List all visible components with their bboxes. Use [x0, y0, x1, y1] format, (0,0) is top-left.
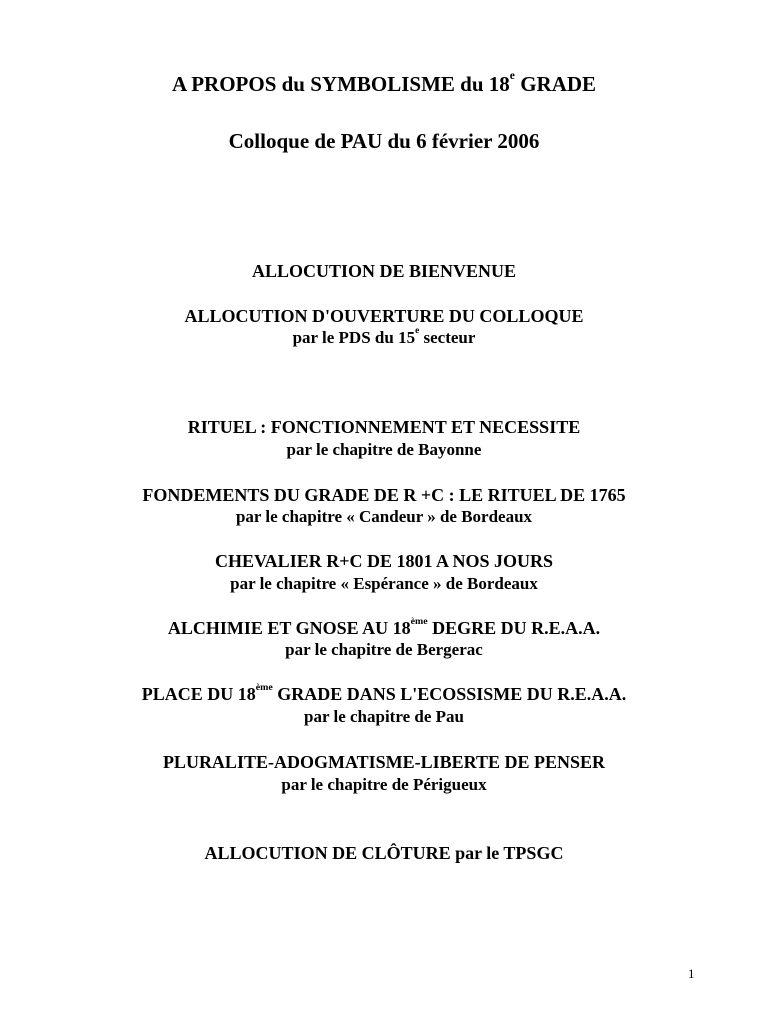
ritual-speaker: par le chapitre de Bayonne	[286, 440, 482, 459]
place-speaker: par le chapitre de Pau	[304, 707, 464, 726]
opening-speaker	[0, 325, 768, 347]
ritual-heading: RITUEL : FONCTIONNEMENT ET NECESSITE	[187, 417, 581, 437]
welcome-heading: ALLOCUTION DE BIENVENUE	[251, 261, 517, 281]
knight-heading: CHEVALIER R+C DE 1801 A NOS JOURS	[215, 551, 553, 571]
place-heading-text: PLACE DU 18	[141, 684, 256, 704]
page-number: 1	[688, 966, 695, 981]
knight-speaker: par le chapitre « Espérance » de Bordeaux	[230, 574, 538, 593]
foundations-heading: FONDEMENTS DU GRADE DE R +C : LE RITUEL DE 1765	[142, 485, 626, 505]
colloquium-subtitle: Colloque de PAU du 6 février 2006	[228, 129, 540, 153]
document-title-superscript: e	[509, 70, 515, 83]
opening-speaker-suffix: secteur	[419, 328, 476, 347]
opening-speaker-superscript: e	[415, 325, 420, 336]
alchemy-heading-superscript: ème	[410, 615, 428, 627]
opening-heading: ALLOCUTION D'OUVERTURE DU COLLOQUE	[184, 306, 584, 326]
plurality-heading: PLURALITE-ADOGMATISME-LIBERTE DE PENSER	[162, 752, 606, 772]
document-title	[0, 70, 768, 96]
alchemy-speaker: par le chapitre de Bergerac	[285, 640, 483, 659]
place-heading-superscript: ème	[255, 681, 273, 693]
document-title-suffix: GRADE	[514, 72, 597, 96]
alchemy-heading-suffix: DEGRE DU R.E.A.A.	[427, 618, 601, 638]
opening-speaker-text: par le PDS du 15	[292, 328, 416, 347]
place-heading	[0, 681, 768, 704]
place-heading-suffix: GRADE DANS L'ECOSSISME DU R.E.A.A.	[272, 684, 627, 704]
foundations-speaker: par le chapitre « Candeur » de Bordeaux	[235, 507, 533, 526]
closing-heading: ALLOCUTION DE CLÔTURE par le TPSGC	[204, 843, 564, 863]
document-title-text: A PROPOS du SYMBOLISME du 18	[171, 72, 510, 96]
alchemy-heading	[0, 615, 768, 638]
alchemy-heading-text: ALCHIMIE ET GNOSE AU 18	[167, 618, 411, 638]
plurality-speaker: par le chapitre de Périgueux	[281, 775, 487, 794]
